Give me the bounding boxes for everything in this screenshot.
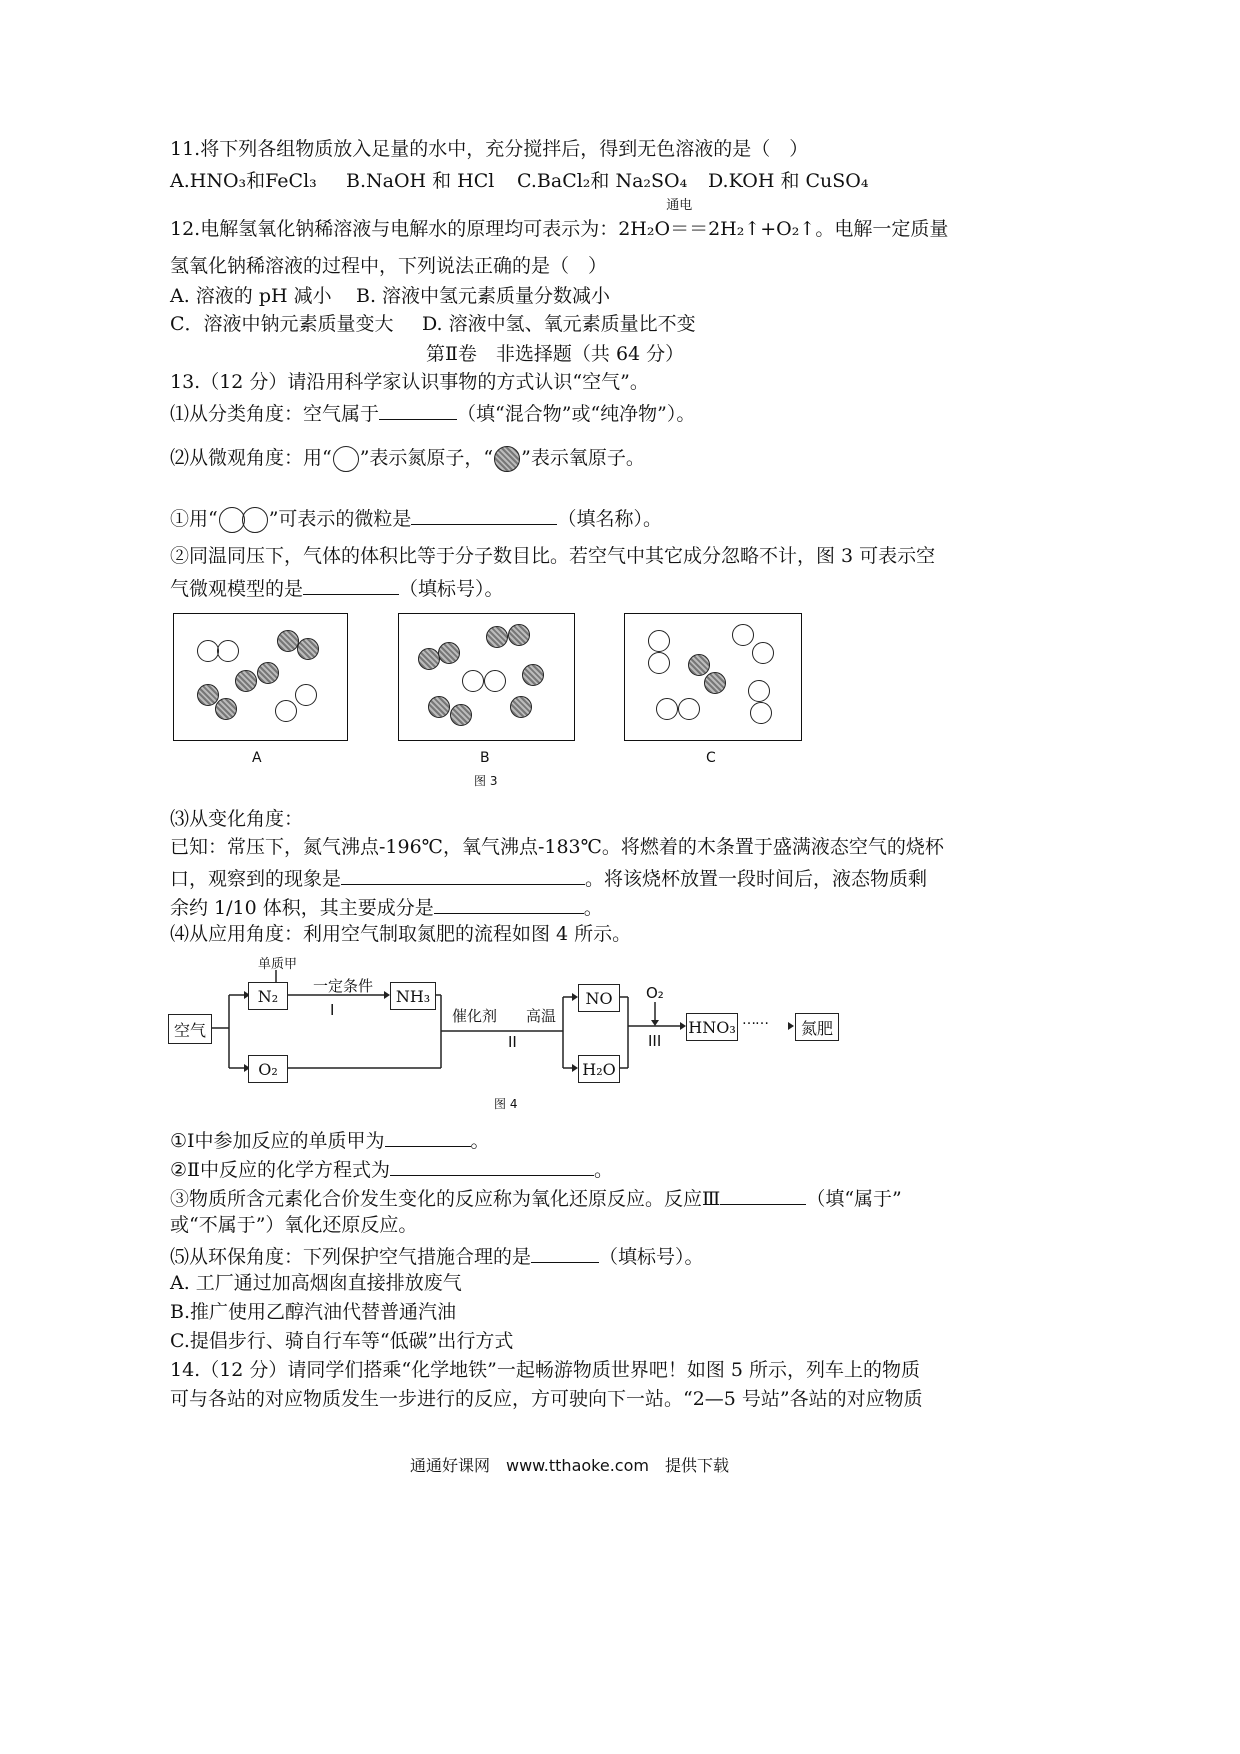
- flow-node-nh3: NH₃: [390, 982, 436, 1010]
- q13-part4-title: ⑷从应用角度：利用空气制取氮肥的流程如图 4 所示。: [170, 923, 632, 945]
- q11-option-c: C.BaCl₂和 Na₂SO₄: [517, 170, 688, 192]
- q13-part5-option-a: A. 工厂通过加高烟囱直接排放废气: [170, 1272, 462, 1294]
- flow-label-element-a: 单质甲: [258, 957, 298, 972]
- flow-label-step3: III: [648, 1032, 662, 1050]
- q13-part4-3-post: （填“属于”: [806, 1188, 902, 1210]
- answer-blank-redox[interactable]: [720, 1185, 806, 1205]
- q13-part5-option-b: B.推广使用乙醇汽油代替普通汽油: [170, 1301, 457, 1323]
- q13-part4-3-pre: ③物质所含元素化合价发生变化的反应称为氧化还原反应。反应Ⅲ: [170, 1188, 721, 1210]
- flow-node-h2o: H₂O: [578, 1055, 620, 1083]
- q13-part4-3-line2: 或“不属于”）氧化还原反应。: [170, 1214, 418, 1236]
- q13-part2-1-pre: ①用“: [170, 508, 218, 530]
- q13-part2-1-mid: ”可表示的微粒是: [268, 508, 412, 530]
- q13-stem: 13.（12 分）请沿用科学家认识事物的方式认识“空气”。: [170, 371, 649, 393]
- flow-label-condition: 一定条件: [313, 977, 374, 995]
- q13-part3-line3-pre: 余约 1/10 体积，其主要成分是: [170, 897, 434, 919]
- q11-option-a: A.HNO₃和FeCl₃: [170, 170, 317, 192]
- q13-part3-line3-post: 。: [583, 897, 603, 919]
- q13-part2-2-post: （填标号）。: [399, 578, 504, 600]
- q11-option-b: B.NaOH 和 HCl: [346, 170, 495, 192]
- q13-part5-pre: ⑸从环保角度：下列保护空气措施合理的是: [170, 1246, 532, 1268]
- q12-option-c: C．溶液中钠元素质量变大: [170, 313, 394, 335]
- q13-part2-1-post: （填名称）。: [557, 508, 662, 530]
- q11-stem: 11.将下列各组物质放入足量的水中，充分搅拌后，得到无色溶液的是（ ）: [170, 138, 809, 160]
- figure3-label-c: C: [706, 750, 716, 766]
- section-title: 第Ⅱ卷 非选择题（共 64 分）: [426, 343, 685, 365]
- flow-node-fertilizer: 氮肥: [795, 1013, 839, 1041]
- q13-part4-2: [170, 1156, 613, 1182]
- q13-part2-b: ”表示氮原子，“: [359, 447, 494, 469]
- flow-node-n2: N₂: [248, 982, 288, 1010]
- q11-option-d: D.KOH 和 CuSO₄: [708, 170, 869, 192]
- flow-label-high-temp: 高温: [526, 1007, 557, 1025]
- flow-label-o2: O₂: [646, 984, 664, 1002]
- q13-part4-1: [170, 1127, 490, 1153]
- q13-part2-2-pre: 气微观模型的是: [170, 578, 304, 600]
- q13-part4-1-pre: ①Ⅰ中参加反应的单质甲为: [170, 1130, 385, 1152]
- page-footer: 通通好课网 www.tthaoke.com 提供下载: [410, 1456, 729, 1475]
- flow-label-step2: II: [508, 1033, 517, 1051]
- q13-part2-a: ⑵从微观角度：用“: [170, 447, 332, 469]
- answer-blank-equation[interactable]: [390, 1156, 594, 1176]
- q13-part5-post: （填标号）。: [599, 1246, 704, 1268]
- q12-equation-condition: 通电: [666, 198, 693, 213]
- q12-stem-post: 。电解一定质量: [815, 218, 949, 240]
- q13-part3-line1: 已知：常压下，氮气沸点-196℃，氧气沸点-183℃。将燃着的木条置于盛满液态空气的烧杯: [170, 836, 944, 858]
- q13-part5: [170, 1243, 704, 1269]
- flow-label-dots: ……: [742, 1012, 768, 1028]
- q14-line2: 可与各站的对应物质发生一步进行的反应，方可驶向下一站。“2—5 号站”各站的对应物质: [170, 1388, 923, 1410]
- answer-blank-measures[interactable]: [531, 1243, 599, 1263]
- q14-line1: 14.（12 分）请同学们搭乘“化学地铁”一起畅游物质世界吧！如图 5 所示，列车上的物质: [170, 1359, 921, 1381]
- q13-part4-3: [170, 1185, 902, 1211]
- answer-blank-element-a[interactable]: [385, 1127, 471, 1147]
- flow-node-air: 空气: [168, 1014, 212, 1044]
- figure4-caption: 图 4: [494, 1097, 518, 1111]
- q13-part1-pre: ⑴从分类角度：空气属于: [170, 403, 380, 425]
- q13-part1-post: （填“混合物”或“纯净物”）。: [457, 403, 696, 425]
- flow-node-hno3: HNO₃: [686, 1013, 738, 1041]
- q13-part3-line2-pre: 口，观察到的现象是: [170, 868, 342, 890]
- flow-label-catalyst: 催化剂: [452, 1007, 498, 1025]
- q13-part3-line2-post: 。将该烧杯放置一段时间后，液态物质剩: [585, 868, 928, 890]
- flow-label-step1: I: [330, 1001, 335, 1019]
- q13-part4-2-pre: ②Ⅱ中反应的化学方程式为: [170, 1159, 390, 1181]
- q12-option-d: D. 溶液中氢、氧元素质量比不变: [422, 313, 696, 335]
- q13-part3-title: ⑶从变化角度：: [170, 808, 304, 830]
- flow-node-o2: O₂: [248, 1055, 288, 1083]
- figure3-label-a: A: [252, 750, 262, 766]
- figure3-label-b: B: [480, 750, 490, 766]
- q13-part2-2-line1: ②同温同压下，气体的体积比等于分子数目比。若空气中其它成分忽略不计，图 3 可表示空: [170, 545, 936, 567]
- flow-node-no: NO: [578, 984, 620, 1012]
- q13-part4-2-post: 。: [593, 1159, 613, 1181]
- q13-part4-1-post: 。: [470, 1130, 490, 1152]
- q12-stem-line2: 氢氧化钠稀溶液的过程中，下列说法正确的是（ ）: [170, 255, 608, 277]
- q13-part5-option-c: C.提倡步行、骑自行车等“低碳”出行方式: [170, 1330, 514, 1352]
- q12-option-a: A. 溶液的 pH 减小: [170, 285, 332, 307]
- q12-stem-pre: 12.电解氢氧化钠稀溶液与电解水的原理均可表示为：: [170, 218, 619, 240]
- q12-option-b: B. 溶液中氢元素质量分数减小: [356, 285, 611, 307]
- figure3-caption: 图 3: [474, 774, 498, 788]
- q13-part2-c: ”表示氧原子。: [521, 447, 645, 469]
- q12-equation: 2H₂O＝＝2H₂↑+O₂↑: [618, 218, 816, 240]
